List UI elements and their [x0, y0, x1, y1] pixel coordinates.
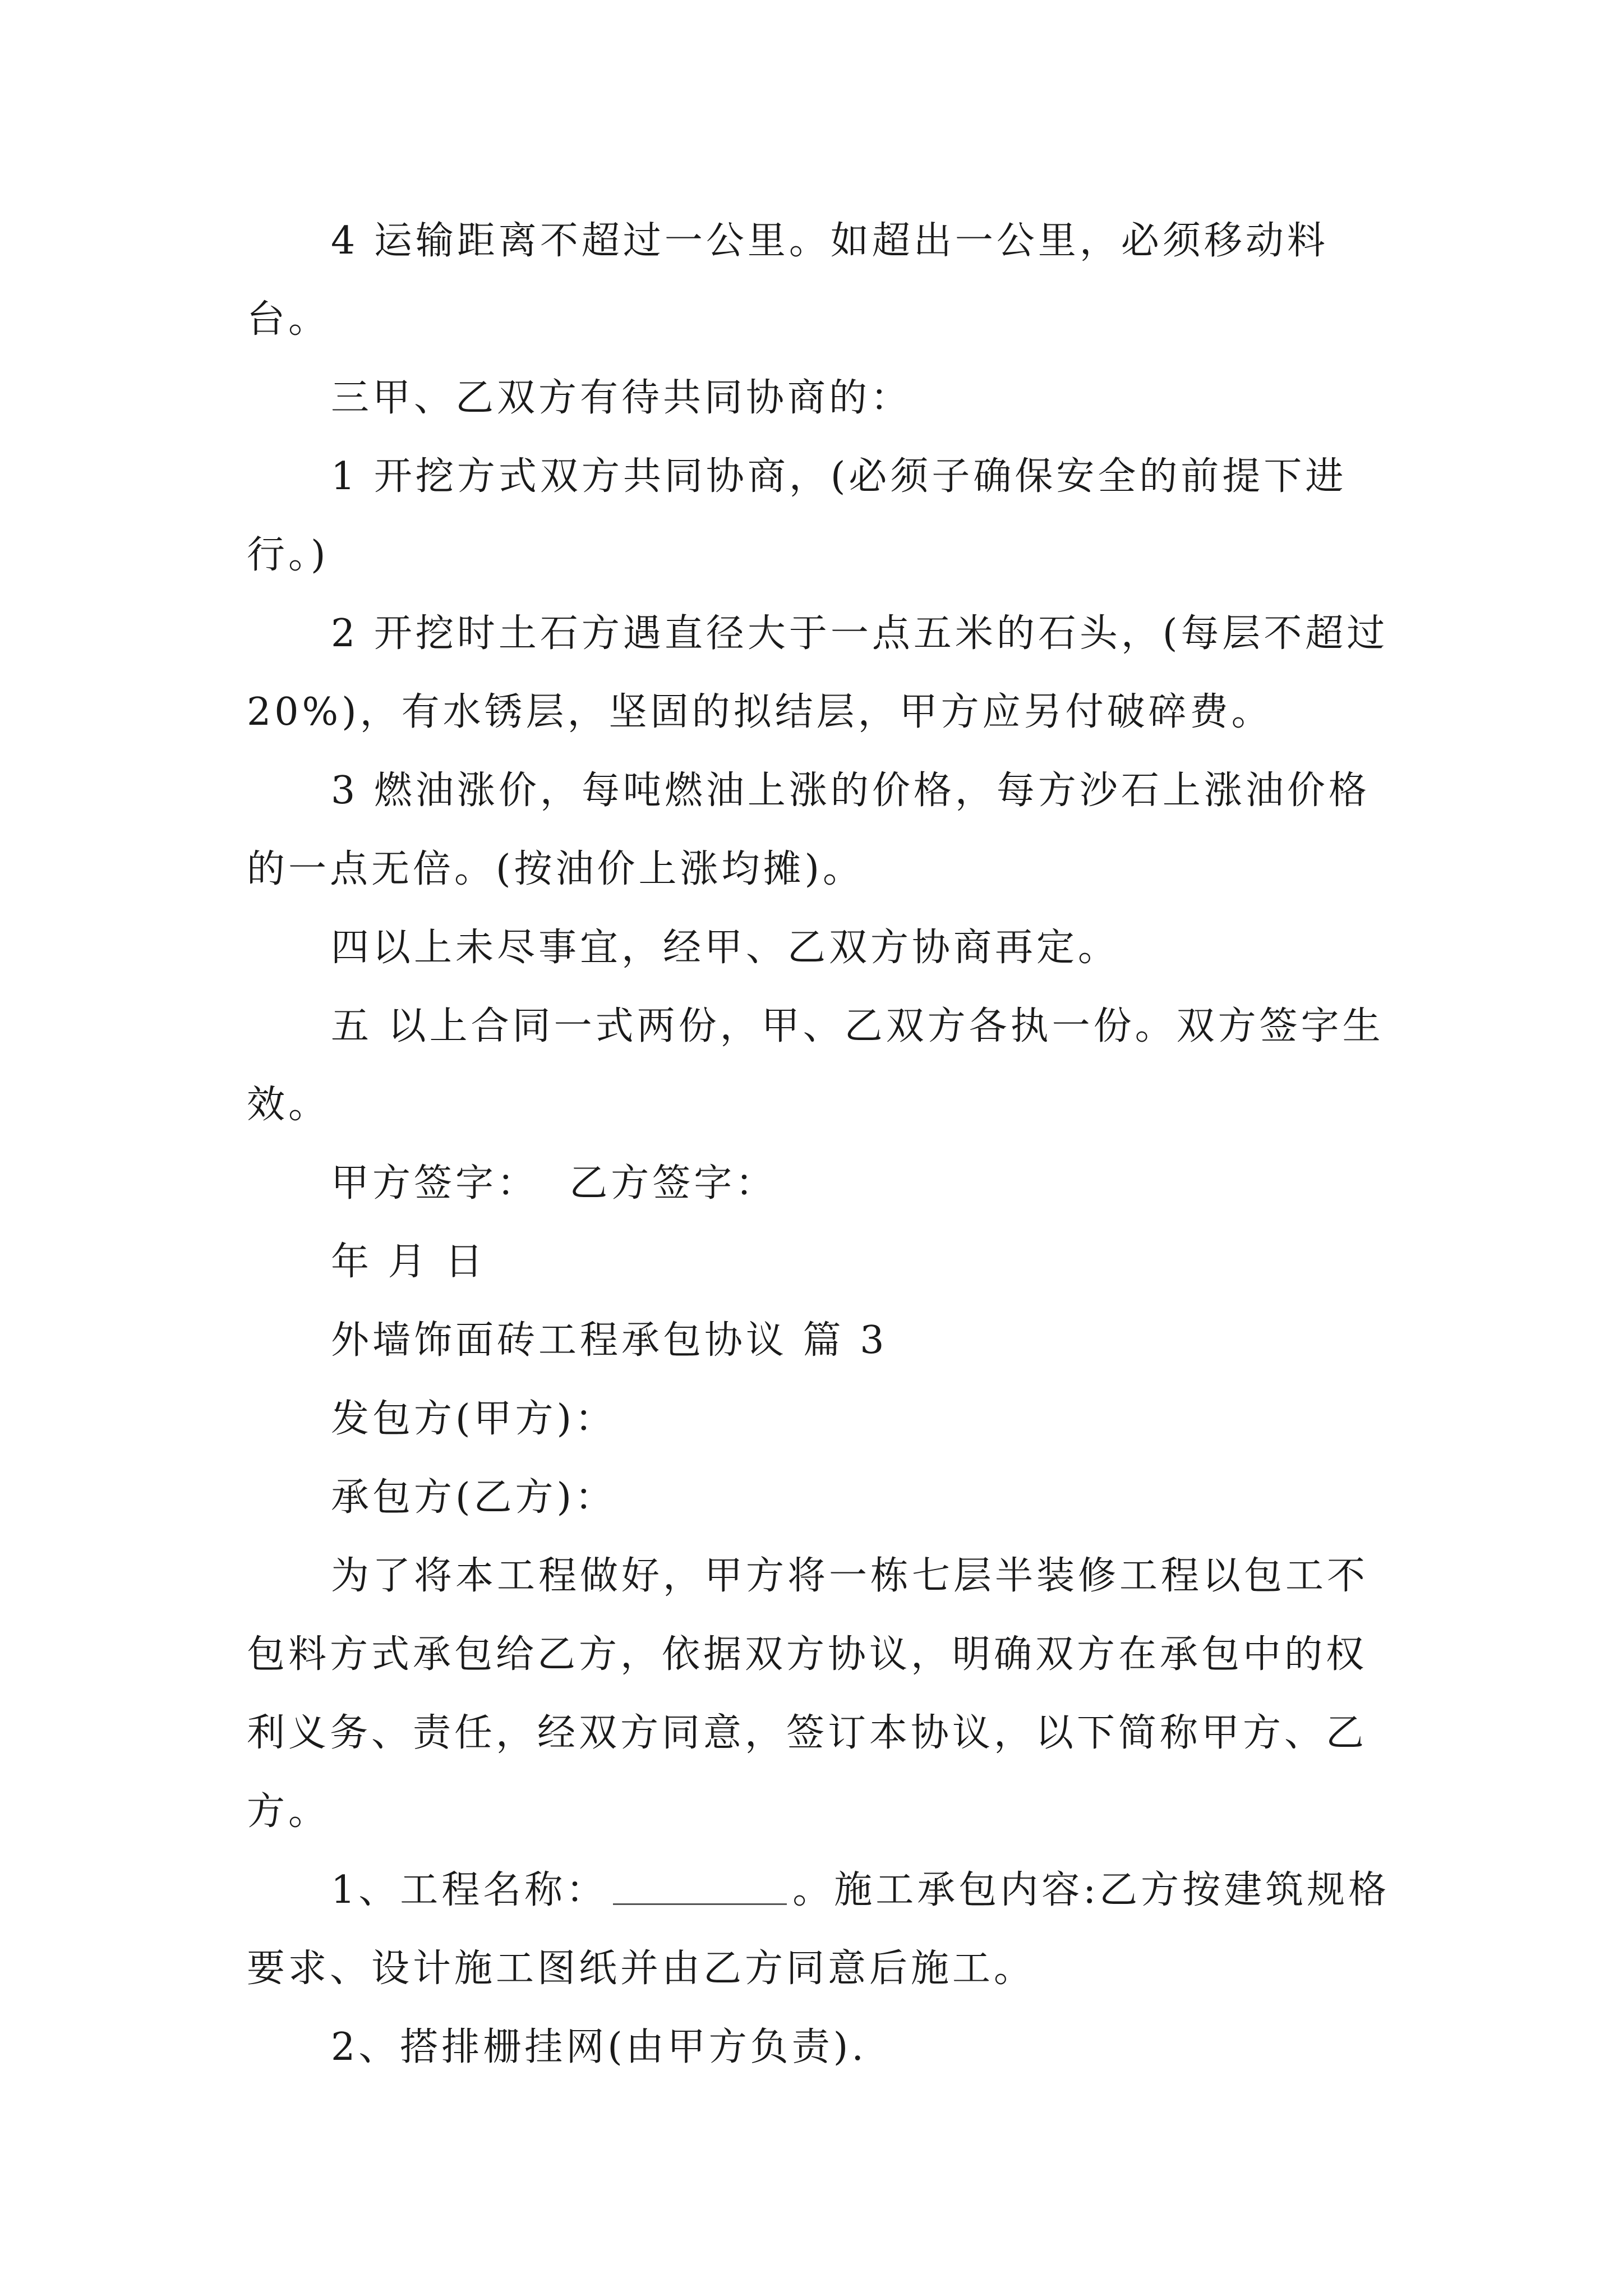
section-title: 外墙饰面砖工程承包协议 篇 3	[331, 1318, 888, 1363]
project-name-label: 1、工程名称：	[331, 1868, 608, 1912]
paragraph-excavation-method: 1 开挖方式双方共同协商，(必须子确保安全的前提下进行。)	[247, 454, 1347, 577]
paragraph-unresolved-matters: 四以上未尽事宜，经甲、乙双方协商再定。	[331, 926, 1120, 970]
date-line: 年 月 日	[331, 1240, 487, 1284]
paragraph-scaffolding: 2、搭排栅挂网(由甲方负责).	[331, 2025, 867, 2069]
paragraph-agreement-intro: 为了将本工程做好，甲方将一栋七层半装修工程以包工不包料方式承包给乙方，依据双方协议，明确双方在承包中的权利义务、责任，经双方同意，签订本协议，以下简称甲方、乙方。	[247, 1554, 1369, 1834]
paragraph-section-three-heading: 三甲、乙双方有待共同协商的：	[331, 376, 912, 420]
paragraph-rock-crushing-fee: 2 开挖时土石方遇直径大于一点五米的石头，(每层不超过 20%)，有水锈层，坚固的拟结层，甲方应另付破碎费。	[247, 611, 1389, 734]
paragraph-fuel-price: 3 燃油涨价，每吨燃油上涨的价格，每方沙石上涨油价格的一点无倍。(按油价上涨均摊)。	[247, 769, 1370, 891]
project-scope-text: 。施工承包内容:乙方按建筑规格要求、设计施工图纸并由乙方同意后施工。	[247, 1868, 1390, 1991]
document-body	[247, 202, 1391, 2087]
contractor-party-line: 承包方(乙方)：	[331, 1475, 617, 1520]
project-name-blank	[613, 1870, 787, 1905]
paragraph-contract-copies: 五 以上合同一式两份，甲、乙双方各执一份。双方签字生效。	[247, 1004, 1384, 1127]
paragraph-project-name	[247, 1851, 1391, 2008]
employer-party-line: 发包方(甲方)：	[331, 1397, 617, 1441]
signature-line: 甲方签字： 乙方签字：	[331, 1161, 777, 1205]
paragraph-transport-distance: 4 运输距离不超过一公里。如超出一公里，必须移动料台。	[247, 219, 1329, 342]
